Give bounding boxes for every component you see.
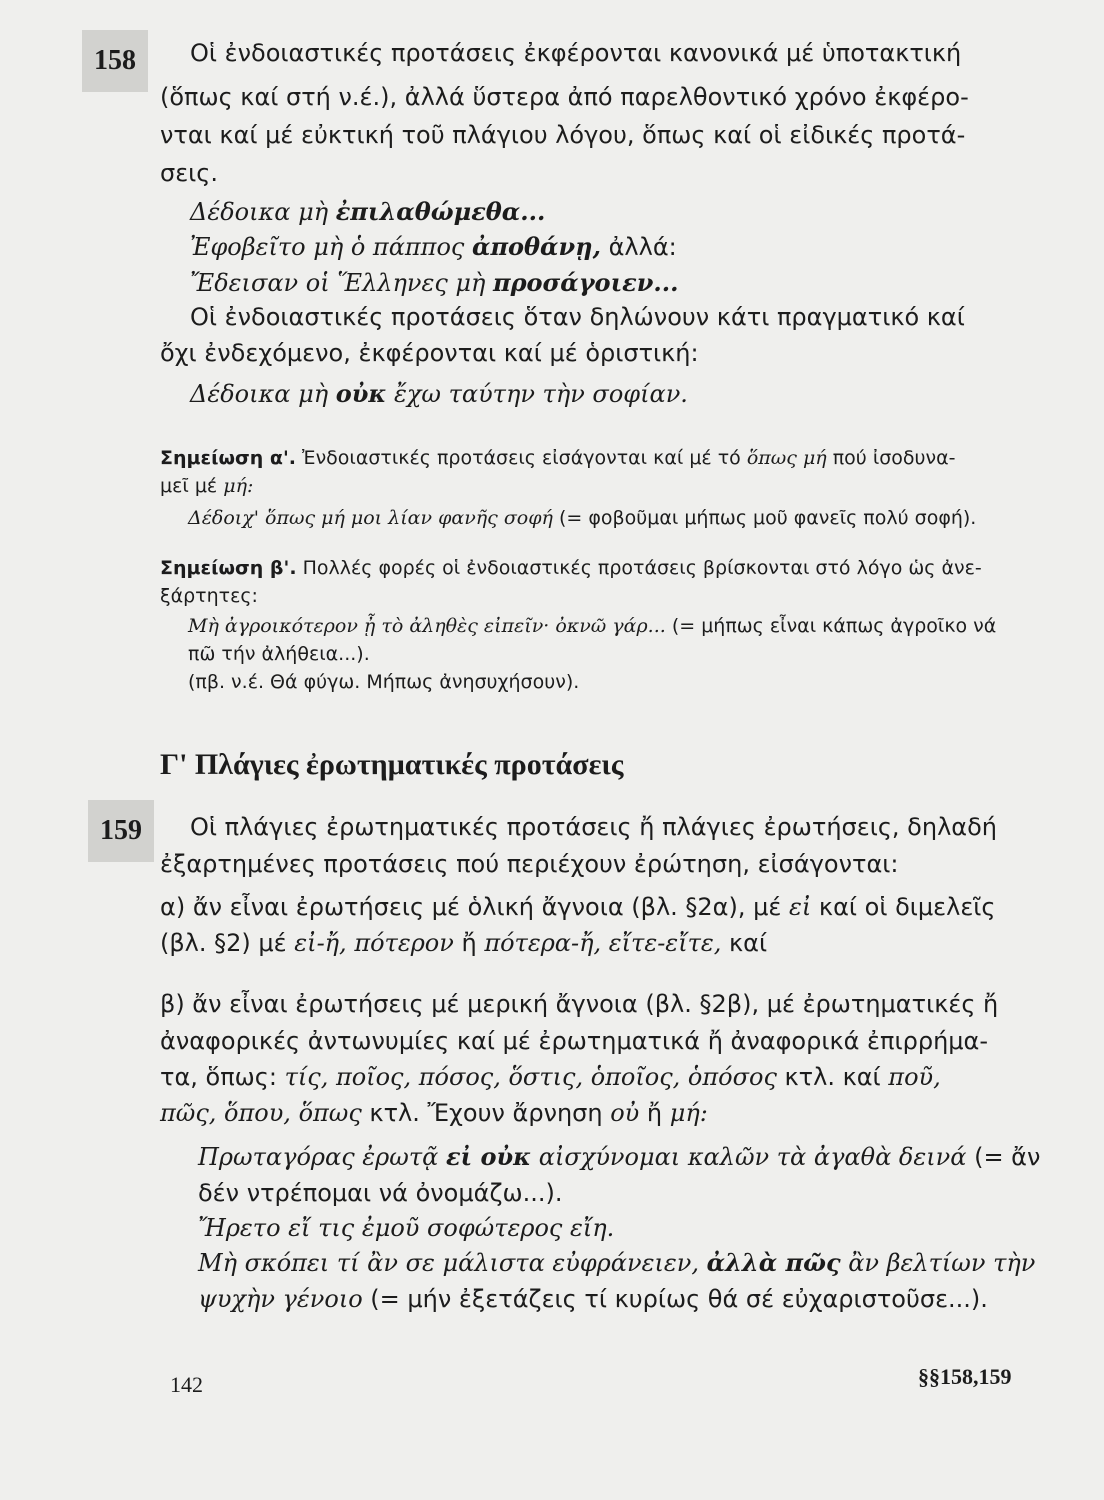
paragraph-line: νται καί μέ εὐκτική τοῦ πλάγιου λόγου, ὅπως καί οἱ εἰδικές προτά- <box>160 121 966 149</box>
note-b-line: ξάρτητες: <box>160 585 258 607</box>
paragraph-line: (βλ. §2) μέ εἰ-ἤ, πότερον ἤ πότερα-ἤ, εἴτε-εἴτε, καί <box>160 929 768 957</box>
paragraph-line: Οἱ πλάγιες ἐρωτηματικές προτάσεις ἤ πλάγιες ἐρωτήσεις, δηλαδή <box>190 813 997 841</box>
note-b-example: Μὴ ἀγροικότερον ᾖ τὸ ἀληθὲς εἰπεῖν· ὀκνῶ γάρ... (= μήπως εἶναι κάπως ἀγροῖκο νά <box>188 615 997 637</box>
example-line: δέν ντρέπομαι νά ὀνομάζω...). <box>198 1179 563 1207</box>
paragraph-line: ἀναφορικές ἀντωνυμίες καί μέ ἐρωτηματικά ἤ ἀναφορικά ἐπιρρήμα- <box>160 1027 989 1055</box>
paragraph-line: σεις. <box>160 159 219 187</box>
paragraph-line: (ὅπως καί στή ν.έ.), ἀλλά ὕστερα ἀπό παρελθοντικό χρόνο ἐκφέρο- <box>160 83 969 111</box>
note-b-example: (πβ. ν.έ. Θά φύγω. Μήπως ἀνησυχήσουν). <box>188 671 580 693</box>
paragraph-line: β) ἄν εἶναι ἐρωτήσεις μέ μερική ἄγνοια (βλ. §2β), μέ ἐρωτηματικές ἤ <box>160 990 999 1018</box>
section-heading: Γ' Πλάγιες ἐρωτηματικές προτάσεις <box>160 748 624 781</box>
page-number: 142 <box>170 1372 203 1397</box>
note-a-example: Δέδοιχ' ὅπως μή μοι λίαν φανῆς σοφή (= φοβοῦμαι μήπως μοῦ φανεῖς πολύ σοφή). <box>188 507 977 529</box>
example-line: ψυχὴν γένοιο (= μήν ἐξετάζεις τί κυρίως θά σέ εὐχαριστοῦσε...). <box>198 1285 988 1313</box>
section-number-159: 159 <box>88 800 154 862</box>
example-line: Ἐφοβεῖτο μὴ ὁ πάππος ἀποθάνῃ, ἀλλά: <box>190 232 677 261</box>
example-line: Μὴ σκόπει τί ἂν σε μάλιστα εὐφράνειεν, ἀλλὰ πῶς ἂν βελτίων τὴν <box>198 1248 1036 1277</box>
paragraph-line: Οἱ ἐνδοιαστικές προτάσεις ὅταν δηλώνουν κάτι πραγματικό καί <box>190 303 965 331</box>
paragraph-line: α) ἄν εἶναι ἐρωτήσεις μέ ὁλική ἄγνοια (βλ. §2α), μέ εἰ καί οἱ διμελεῖς <box>160 893 996 921</box>
section-reference: §§158,159 <box>918 1364 1012 1389</box>
note-a-line: Σημείωση α'. Ἐνδοιαστικές προτάσεις εἰσάγονται καί μέ τό ὅπως μή πού ἰσοδυνα- <box>160 447 956 469</box>
note-a-line: μεῖ μέ μή: <box>160 475 254 497</box>
note-b-example: πῶ τήν ἀλήθεια...). <box>188 643 370 665</box>
example-line: Δέδοικα μὴ οὐκ ἔχω ταύτην τὴν σοφίαν. <box>190 379 688 408</box>
paragraph-line: πῶς, ὅπου, ὅπως κτλ. Ἔχουν ἄρνηση οὐ ἤ μή: <box>160 1099 708 1127</box>
paragraph-line: τα, ὅπως: τίς, ποῖος, πόσος, ὅστις, ὁποῖος, ὁπόσος κτλ. καί ποῦ, <box>160 1063 941 1091</box>
example-line: Πρωταγόρας ἐρωτᾷ εἰ οὐκ αἰσχύνομαι καλῶν τὰ ἀγαθὰ δεινά (= ἄν <box>198 1142 1041 1171</box>
example-line: Ἤρετο εἴ τις ἐμοῦ σοφώτερος εἴη. <box>198 1214 615 1242</box>
paragraph-line: ὄχι ἐνδεχόμενο, ἐκφέρονται καί μέ ὁριστική: <box>160 339 699 367</box>
paragraph-line: Οἱ ἐνδοιαστικές προτάσεις ἐκφέρονται κανονικά μέ ὑποτακτική <box>190 39 962 67</box>
example-line: Δέδοικα μὴ ἐπιλαθώμεθα... <box>190 197 546 226</box>
paragraph-line: ἐξαρτημένες προτάσεις πού περιέχουν ἐρώτηση, εἰσάγονται: <box>160 850 899 878</box>
note-b-line: Σημείωση β'. Πολλές φορές οἱ ἐνδοιαστικές προτάσεις βρίσκονται στό λόγο ὡς ἀνε- <box>160 557 982 579</box>
section-number-158: 158 <box>82 30 148 92</box>
example-line: Ἔδεισαν οἱ Ἕλληνες μὴ προσάγοιεν... <box>190 268 679 297</box>
